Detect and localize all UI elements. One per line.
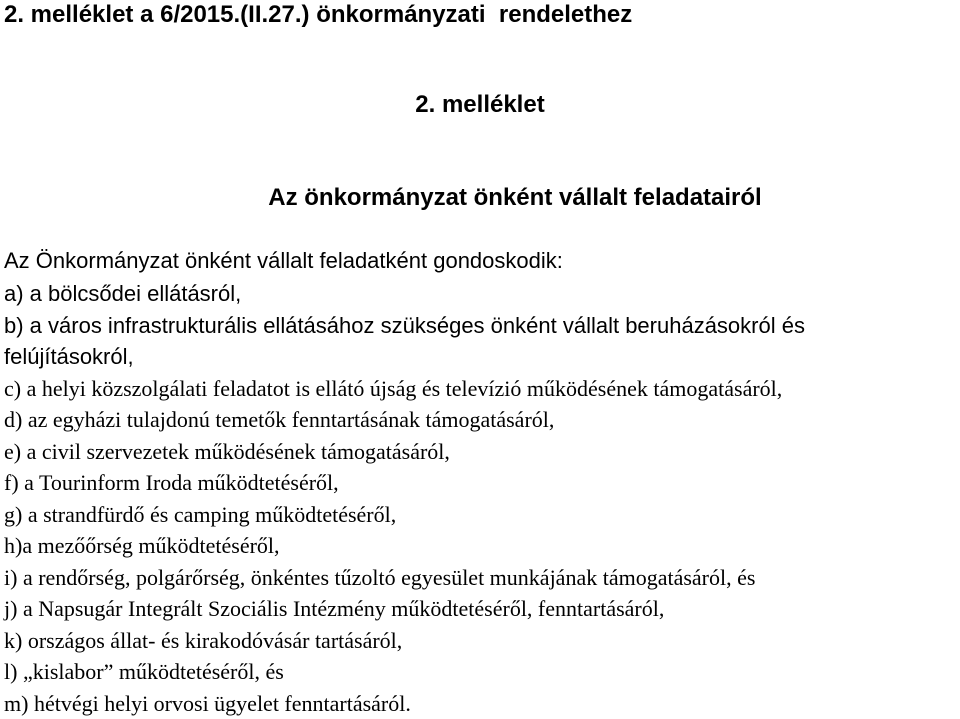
list-item: d) az egyházi tulajdonú temetők fenntartásának támogatásáról, (4, 404, 954, 436)
annex-reference-header: 2. melléklet a 6/2015.(II.27.) önkormányzati rendelethez (4, 0, 632, 30)
list-item: k) országos állat- és kirakodóvásár tartásáról, (4, 625, 954, 657)
document-title: Az önkormányzat önként vállalt feladatairól (0, 183, 960, 213)
list-item: f) a Tourinform Iroda működtetéséről, (4, 467, 954, 499)
list-item: c) a helyi közszolgálati feladatot is ellátó újság és televízió működésének támogatásáról, (4, 373, 954, 405)
list-item: g) a strandfürdő és camping működtetéséről, (4, 499, 954, 531)
task-list (4, 278, 954, 719)
list-item: m) hétvégi helyi orvosi ügyelet fenntartásáról. (4, 688, 954, 719)
list-item: b) a város infrastrukturális ellátásához szükséges önként vállalt beruházásokról és (4, 310, 954, 342)
list-item: e) a civil szervezetek működésének támogatásáról, (4, 436, 954, 468)
list-item-continuation: felújításokról, (4, 341, 954, 373)
intro-sentence: Az Önkormányzat önként vállalt feladatként gondoskodik: (4, 247, 563, 275)
list-item: a) a bölcsődei ellátásról, (4, 278, 954, 310)
list-item: l) „kislabor” működtetéséről, és (4, 656, 954, 688)
list-item: j) a Napsugár Integrált Szociális Intézmény működtetéséről, fenntartásáról, (4, 593, 954, 625)
annex-label: 2. melléklet (0, 90, 960, 120)
list-item: i) a rendőrség, polgárőrség, önkéntes tűzoltó egyesület munkájának támogatásáról, és (4, 562, 954, 594)
list-item: h)a mezőőrség működtetéséről, (4, 530, 954, 562)
